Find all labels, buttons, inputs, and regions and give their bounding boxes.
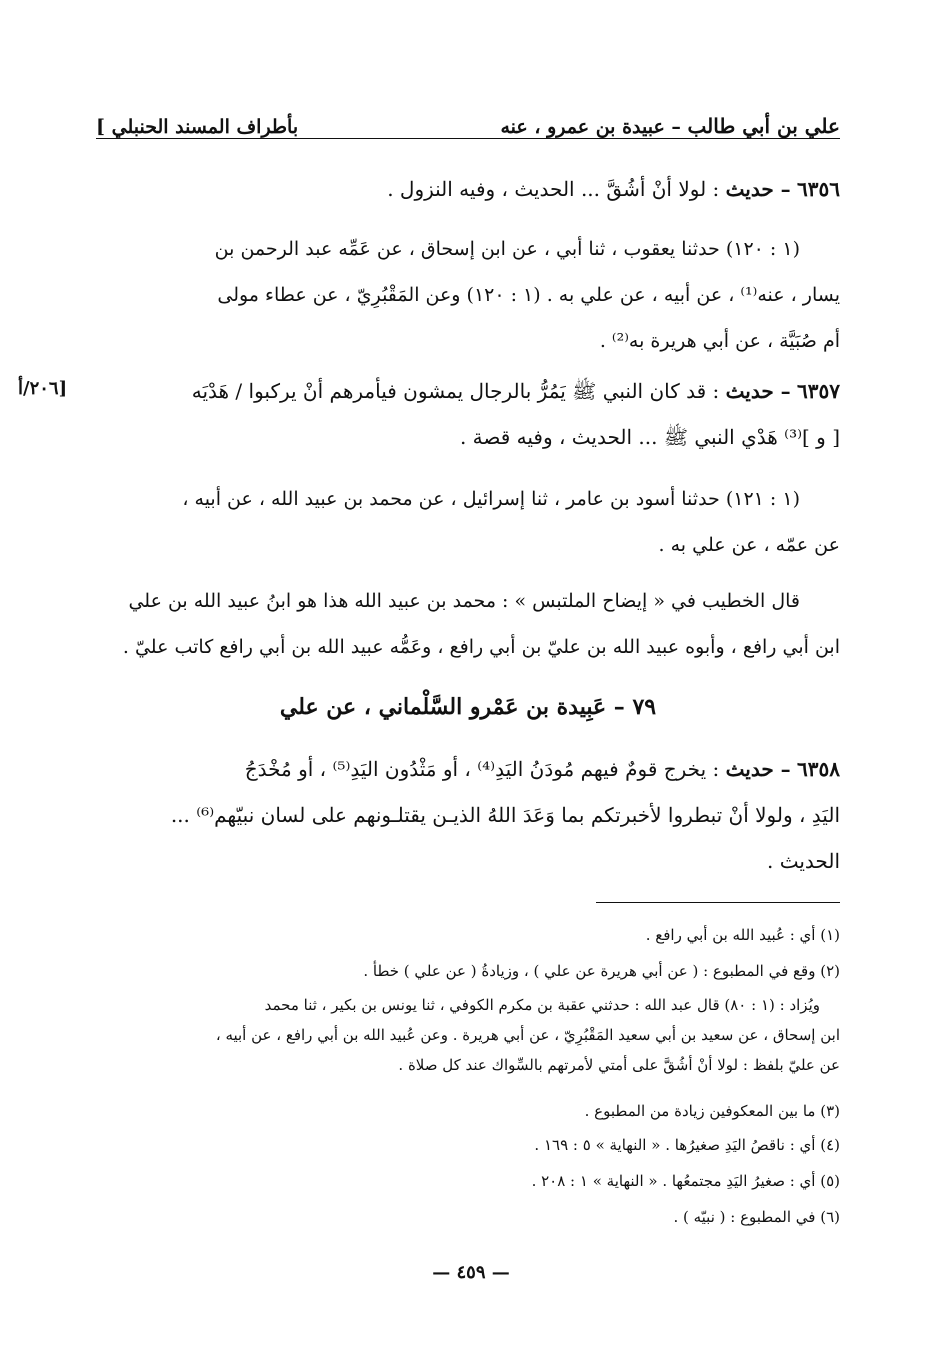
text-line: اليَدِ ، ولولا أنْ تبطروا لأخبرتكم بما وَعَدَ اللهُ الذيـن يقتلـونهم على لسان نبيّهم⁽⁶⁾ ... bbox=[170, 803, 840, 827]
text-line: الحديث . bbox=[767, 849, 840, 873]
text-line: قال الخطيب في « إيضاح الملتبس » : محمد بن عبيد الله هذا هو ابنُ عبيد الله بن علي bbox=[128, 590, 800, 612]
running-header bbox=[96, 104, 840, 139]
text-line: ٦٣٥٨ – حديث : يخرج قومٌ فيهم مُودَنُ اليَدِ⁽⁴⁾ ، أو مَثْدُون اليَدِ⁽⁵⁾ ، أو مُخْدَجُ bbox=[244, 757, 840, 781]
text-line: ٦٣٥٧ – حديث : قد كان النبي ﷺ يَمُرُّ بالرجال يمشون فيأمرهم أنْ يركبوا / هَدْيَه bbox=[191, 379, 840, 403]
hadith-number: ٦٣٥٧ bbox=[797, 379, 840, 403]
hadith-entry-6357 bbox=[96, 368, 840, 460]
text-line: (١ : ١٢١) حدثنا أسود بن عامر ، ثنا إسرائيل ، عن محمد بن عبيد الله ، عن أبيه ، bbox=[182, 488, 800, 510]
footnote-2: (٢) وقع في المطبوع : ( عن أبي هريرة عن علي ) ، وزيادةُ ( عن علي ) خطأ . bbox=[363, 962, 840, 980]
text-line: ابن أبي رافع ، وأبوه عبيد الله بن عليّ بن أبي رافع ، وعَمُّه عبيد الله بن أبي رافع كاتب عليّ . bbox=[122, 636, 840, 658]
footnote-6: (٦) في المطبوع : ( نبيّه ) . bbox=[673, 1208, 840, 1226]
text-line: يسار ، عنه⁽¹⁾ ، عن أبيه ، عن علي به . (١ : ١٢٠) وعن المَقْبُرِيّ ، عن عطاء مولى bbox=[217, 284, 840, 306]
hadith-label: حديث bbox=[725, 757, 774, 781]
hadith-entry-6356: ٦٣٥٦ – حديث : لولا أنْ أشُقَّ ... الحديث ، وفيه النزول . bbox=[387, 177, 840, 201]
footnote-1: (١) أي : عُبيد الله بن أبي رافع . bbox=[645, 926, 840, 944]
header-chapter-main: علي بن أبي طالب bbox=[687, 114, 840, 138]
hadith-number: ٦٣٥٨ bbox=[797, 757, 840, 781]
text-line: ابن إسحاق ، عن سعيد بن أبي سعيد المَقْبُرِيّ ، عن أبي هريرة . وعن عُبيد الله بن أبي رافع ، عن أبيه ، bbox=[215, 1026, 840, 1044]
text-line: عن عليّ بلفظ : لولا أنْ أشُقَّ على أمتي لأمرتهم بالسِّواك عند كل صلاة . bbox=[398, 1056, 840, 1074]
header-chapter bbox=[500, 114, 840, 138]
header-chapter-sub: – عبيدة بن عمرو ، عنه bbox=[500, 116, 681, 138]
hadith-text: : يخرج قومٌ فيهم مُودَنُ اليَدِ⁽⁴⁾ ، أو مَثْدُون اليَدِ⁽⁵⁾ ، أو مُخْدَجُ bbox=[244, 757, 720, 781]
footnote-2-continuation bbox=[96, 990, 840, 1080]
text-line: (١ : ١٢٠) حدثنا يعقوب ، ثنا أبي ، عن ابن إسحاق ، عن عَمِّه عبد الرحمن بن bbox=[214, 238, 800, 260]
text-line: ويُزاد : (١ : ٨٠) قال عبد الله : حدثني عقبة بن مكرم الكوفي ، ثنا يونس بن بكير ، ثنا محمد bbox=[264, 996, 820, 1014]
hadith-text: : لولا أنْ أشُقَّ ... الحديث ، وفيه النزول . bbox=[387, 177, 720, 201]
hadith-label: حديث bbox=[725, 177, 774, 201]
footnote-3: (٣) ما بين المعكوفين زيادة من المطبوع . bbox=[584, 1102, 840, 1120]
page-number: — ٤٥٩ — bbox=[432, 1262, 510, 1283]
footnote-divider bbox=[596, 902, 840, 903]
hadith-label: حديث bbox=[725, 379, 774, 403]
isnad-block-2 bbox=[96, 476, 840, 568]
hadith-entry-6358 bbox=[96, 746, 840, 884]
margin-folio-note: [٢٠٦/أ bbox=[18, 378, 68, 399]
footnote-5: (٥) أي : صغيرُ اليَدِ مجتمعُها . « النهاية » ١ : ٢٠٨ . bbox=[531, 1172, 840, 1190]
section-title: ٧٩ – عَبِيدة بن عَمْرو السَّلْماني ، عن علي bbox=[279, 694, 657, 720]
hadith-text: : قد كان النبي ﷺ يَمُرُّ بالرجال يمشون فيأمرهم أنْ يركبوا / هَدْيَه bbox=[191, 379, 720, 403]
hadith-number: ٦٣٥٦ bbox=[797, 177, 840, 201]
khatib-note bbox=[96, 578, 840, 670]
isnad-block-1 bbox=[96, 226, 840, 364]
header-book-title: بأطراف المسند الحنبلي ] bbox=[96, 116, 299, 138]
text-line: عن عمّه ، عن علي به . bbox=[658, 534, 840, 556]
footnote-4: (٤) أي : ناقصُ اليَدِ صغيرُها . « النهاية » ٥ : ١٦٩ . bbox=[534, 1136, 840, 1154]
text-line: [ و ]⁽³⁾ هَدْي النبي ﷺ ... الحديث ، وفيه قصة . bbox=[459, 425, 840, 449]
text-line: أم صُبَيَّة ، عن أبي هريرة به⁽²⁾ . bbox=[599, 330, 840, 352]
